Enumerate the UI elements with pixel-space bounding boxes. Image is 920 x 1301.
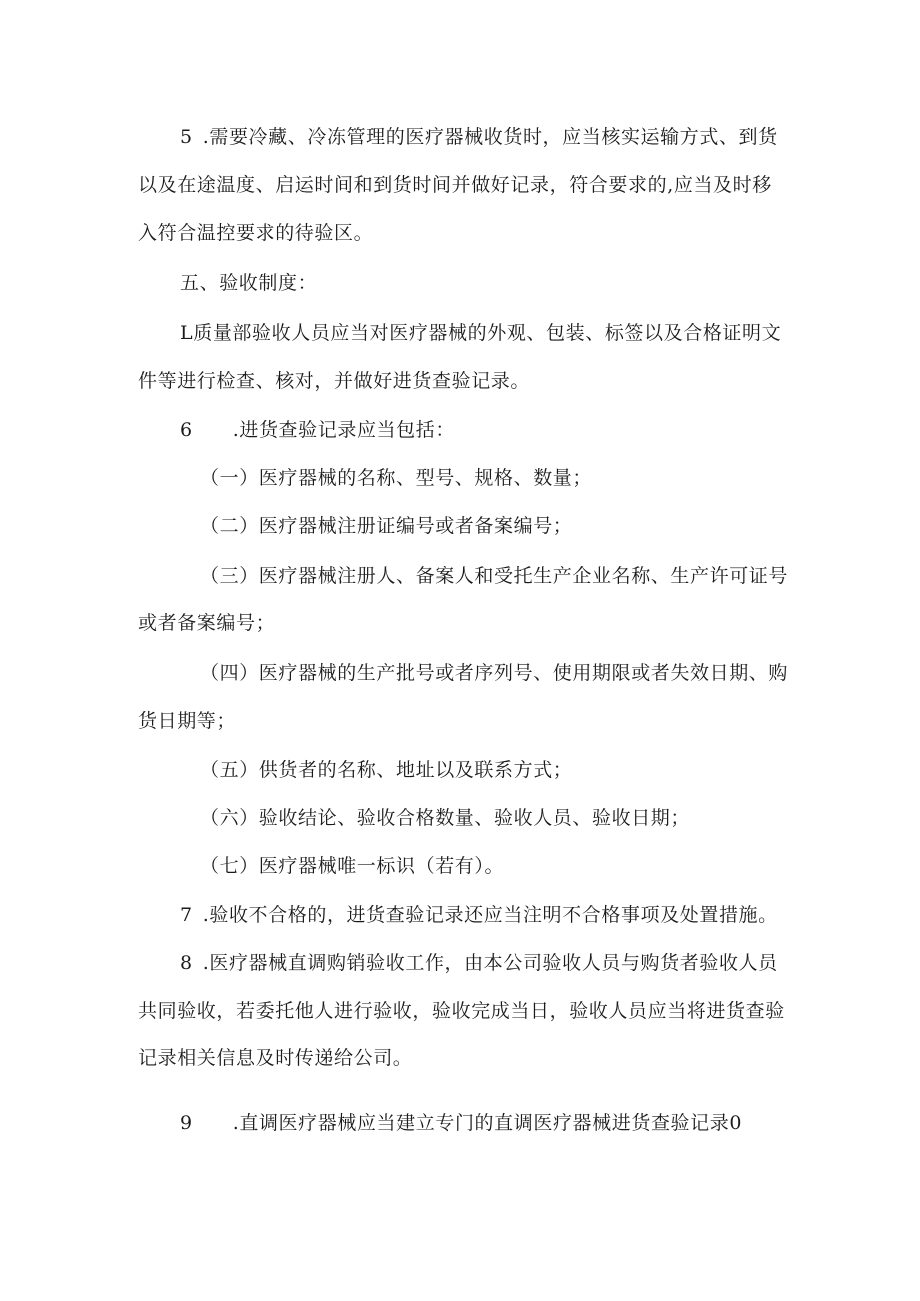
- sub-item-4-line-1: （四）医疗器械的生产批号或者序列号、使用期限或者失效日期、购: [200, 662, 789, 684]
- item-8-number: 8: [180, 952, 193, 974]
- item-5-text: .需要冷藏、冷冻管理的医疗器械收货时，应当核实运输方式、到货: [202, 126, 778, 148]
- section-5-heading: 五、验收制度：: [180, 272, 318, 294]
- item-8-line-1: [180, 948, 778, 975]
- sub-item-4-line-2: 货日期等；: [138, 710, 237, 732]
- item-5-number: 5: [180, 126, 193, 148]
- sub-item-7: （七）医疗器械唯一标识（若有）。: [200, 855, 505, 877]
- item-9-text: .直调医疗器械应当建立专门的直调医疗器械进货查验记录0: [232, 1112, 743, 1134]
- item-7: [180, 900, 778, 927]
- sub-item-3-line-1: （三）医疗器械注册人、备案人和受托生产企业名称、生产许可证号: [200, 565, 789, 587]
- item-5-line-2: 以及在途温度、启运时间和到货时间并做好记录，符合要求的,应当及时移: [138, 174, 772, 196]
- item-6-number: 6: [180, 419, 193, 441]
- item-6-text: .进货查验记录应当包括：: [232, 419, 455, 441]
- sub-item-2: （二）医疗器械注册证编号或者备案编号；: [200, 515, 573, 537]
- item-1-line-1: L质量部验收人员应当对医疗器械的外观、包装、标签以及合格证明文: [180, 322, 782, 344]
- item-5-line-1: [180, 122, 778, 149]
- sub-item-3-line-2: 或者备案编号；: [138, 612, 276, 634]
- item-9: [180, 1108, 742, 1135]
- item-7-text: .验收不合格的，进货查验记录还应当注明不合格事项及处置措施。: [202, 904, 778, 926]
- item-7-number: 7: [180, 904, 193, 926]
- item-8-text: .医疗器械直调购销验收工作，由本公司验收人员与购货者验收人员: [202, 952, 778, 974]
- sub-item-6: （六）验收结论、验收合格数量、验收人员、验收日期；: [200, 807, 691, 829]
- sub-item-5: （五）供货者的名称、地址以及联系方式；: [200, 759, 573, 781]
- item-8-line-2: 共同验收，若委托他人进行验收，验收完成当日，验收人员应当将进货查验: [138, 1000, 785, 1022]
- item-5-line-3: 入符合温控要求的待验区。: [138, 222, 374, 244]
- sub-item-1: （一）医疗器械的名称、型号、规格、数量；: [200, 467, 593, 489]
- item-6: [180, 415, 455, 442]
- item-1-line-2: 件等进行检查、核对，并做好进货查验记录。: [138, 370, 531, 392]
- item-9-number: 9: [180, 1112, 193, 1134]
- item-8-line-3: 记录相关信息及时传递给公司。: [138, 1047, 413, 1069]
